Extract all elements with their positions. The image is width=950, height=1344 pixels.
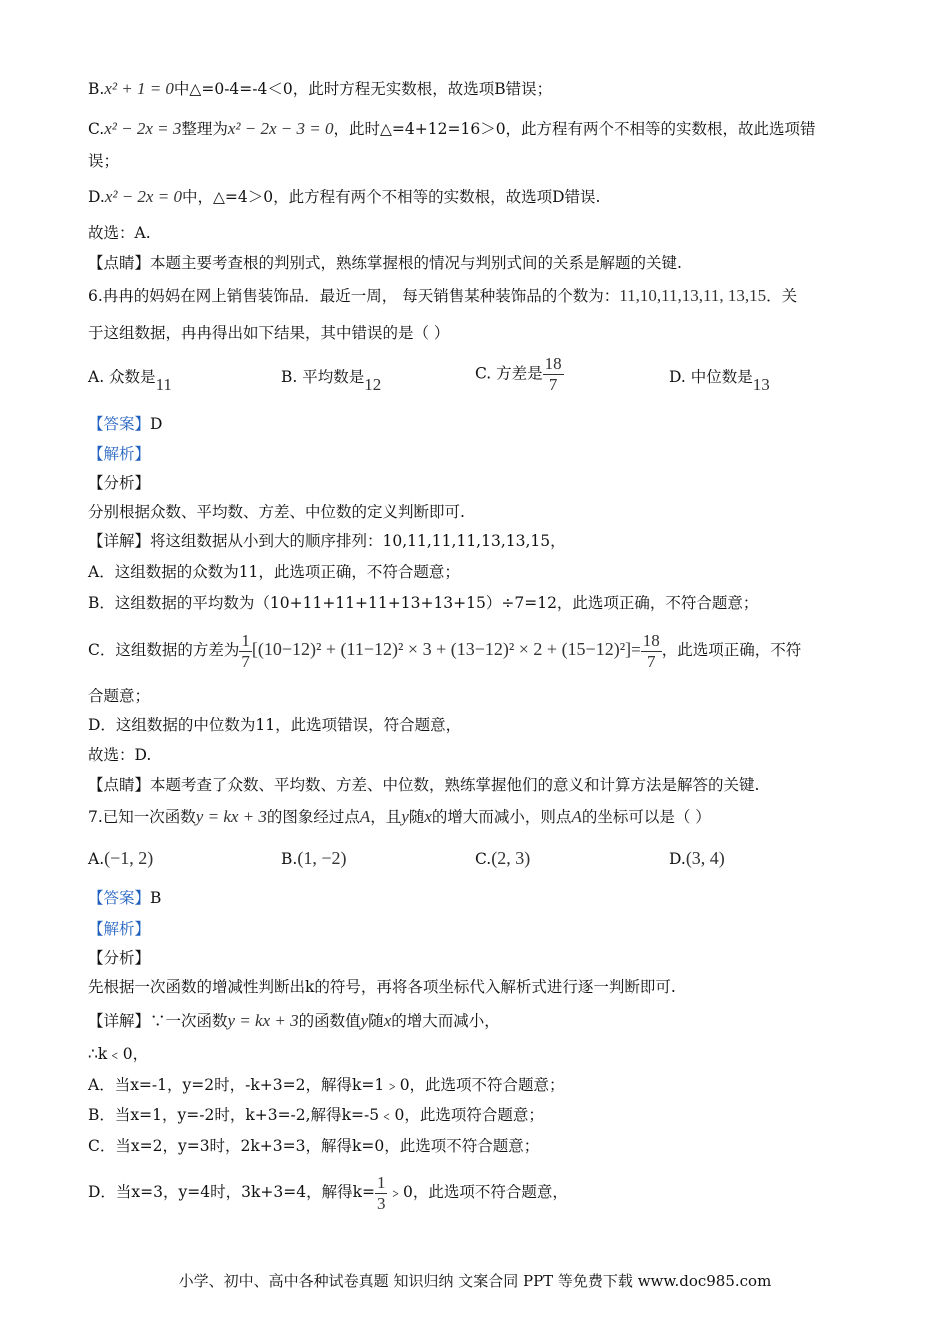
line-11: 【分析】 bbox=[88, 474, 151, 492]
line-25: 先根据一次函数的增减性判断出k的符号，再将各项坐标代入解析式进行逐一判断即可. bbox=[88, 978, 676, 996]
line-15: B．这组数据的平均数为（10+11+11+11+13+13+15）÷7=12，此选项正确，不符合题意； bbox=[88, 594, 759, 612]
line-27: ∴k﹤0， bbox=[88, 1045, 149, 1063]
line-5: 故选：A. bbox=[88, 224, 151, 242]
question-7: 7.已知一次函数y = kx + 3的图象经过点A，且y随x的增大而减小，则点A的坐标可以是（ ） bbox=[88, 807, 711, 826]
line-1: B.x² + 1 = 0中△=0-4=-4＜0，此时方程无实数根，故选项B错误； bbox=[88, 79, 553, 98]
q7-option-d: D.(3, 4) bbox=[669, 848, 725, 868]
line-13: 【详解】将这组数据从小到大的顺序排列：10,11,11,11,13,13,15， bbox=[88, 532, 566, 550]
line-6: 【点睛】本题主要考查根的判别式，熟练掌握根的情况与判别式间的关系是解题的关键. bbox=[88, 254, 682, 272]
q6-option-c: C. 方差是 $\frac{18}{7}$ bbox=[475, 354, 562, 394]
line-8: 于这组数据，冉冉得出如下结果，其中错误的是（ ） bbox=[88, 324, 450, 342]
analysis-label-7: 【解析】 bbox=[88, 920, 151, 938]
line-12: 分别根据众数、平均数、方差、中位数的定义判断即可. bbox=[88, 503, 465, 521]
analysis-label-6: 【解析】 bbox=[88, 445, 151, 463]
line-3: 误； bbox=[88, 152, 120, 170]
line-2: C.x² − 2x = 3整理为x² − 2x − 3 = 0，此时△=4+12=16＞0，此方程有两个不相等的实数根，故此选项错 bbox=[88, 119, 816, 138]
line-4: D.x² − 2x = 0中，△=4＞0，此方程有两个不相等的实数根，故选项D错误. bbox=[88, 187, 601, 206]
q6-option-a: A. 众数是11 bbox=[88, 368, 172, 394]
line-30: C．当x=2，y=3时，2k+3=3，解得k=0，此选项不符合题意； bbox=[88, 1137, 540, 1155]
q7-option-b: B.(1, −2) bbox=[281, 848, 347, 868]
line-19: 故选：D. bbox=[88, 746, 152, 764]
q7-option-a: A.(−1, 2) bbox=[88, 848, 154, 868]
answer-7: 【答案】B bbox=[88, 889, 162, 907]
line-14: A．这组数据的众数为11，此选项正确，不符合题意； bbox=[88, 563, 460, 581]
line-28: A．当x=-1，y=2时，-k+3=2，解得k=1﹥0，此选项不符合题意； bbox=[88, 1076, 565, 1094]
line-20: 【点睛】本题考查了众数、平均数、方差、中位数，熟练掌握他们的意义和计算方法是解答的关键. bbox=[88, 776, 760, 794]
line-24: 【分析】 bbox=[88, 949, 151, 967]
line-18: D．这组数据的中位数为11，此选项错误，符合题意， bbox=[88, 716, 462, 734]
line-16: C．这组数据的方差为 $\frac{1}{7}$ [(10−12)² + (11−12)² × 3 + (13−12)² × 2 + (15−12)²]= $\frac{18}{7}$ ，此选项正确，不符 bbox=[88, 630, 802, 671]
q6-option-d: D. 中位数是13 bbox=[669, 368, 770, 394]
line-29: B．当x=1，y=-2时，k+3=-2,解得k=-5﹤0，此选项符合题意； bbox=[88, 1106, 544, 1124]
q7-option-c: C.(2, 3) bbox=[475, 848, 531, 868]
question-6: 6.冉冉的妈妈在网上销售装饰品．最近一周， 每天销售某种装饰品的个数为：11,10,11,13,11, 13,15．关 bbox=[88, 286, 798, 305]
line-26: 【详解】∵一次函数y = kx + 3的函数值y随x的增大而减小， bbox=[88, 1011, 500, 1030]
line-31: D．当x=3，y=4时，3k+3=4，解得k= $\frac{1}{3}$ ﹥0，此选项不符合题意， bbox=[88, 1172, 568, 1213]
q6-option-b: B. 平均数是12 bbox=[281, 368, 382, 394]
page-footer: 小学、初中、高中各种试卷真题 知识归纳 文案合同 PPT 等免费下载 www.doc985.com bbox=[178, 1272, 772, 1290]
line-17: 合题意； bbox=[88, 687, 151, 705]
fraction: $\frac{18}{7}$ bbox=[544, 354, 562, 394]
answer-6: 【答案】D bbox=[88, 415, 163, 433]
